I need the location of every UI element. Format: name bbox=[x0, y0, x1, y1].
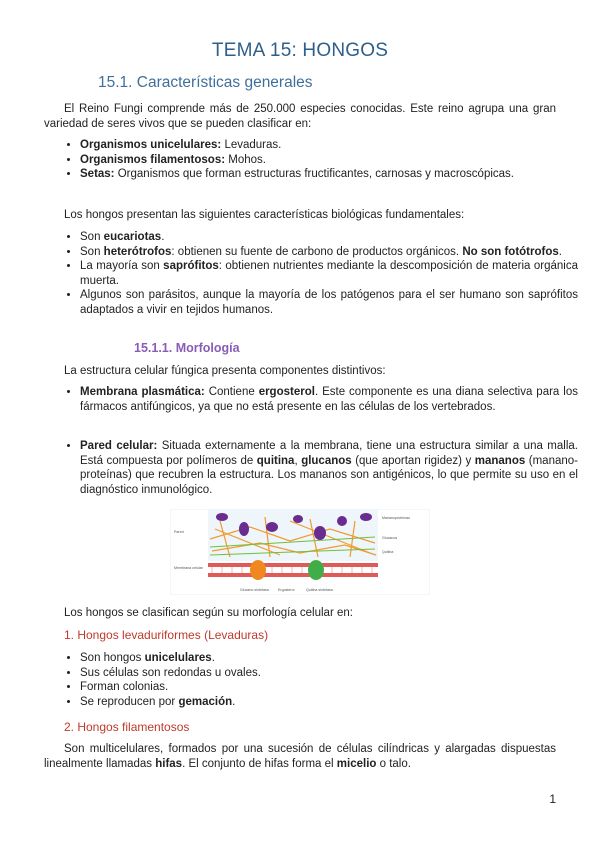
list-item: • Sus células son redondas u ovales. bbox=[80, 666, 578, 681]
label-chitin: Quitina bbox=[382, 550, 394, 554]
morph-class-intro: Los hongos se clasifican según su morfología celular en: bbox=[64, 607, 353, 619]
filament-heading: 2. Hongos filamentosos bbox=[64, 720, 190, 734]
label-glucans: Glucanos bbox=[382, 536, 398, 540]
label-membrane: Membrana celular bbox=[174, 566, 203, 570]
list-item: • La mayoría son saprófitos: obtienen nutrientes mediante la descomposición de materia orgánica muerta. bbox=[80, 259, 578, 288]
list-item: • Setas: Organismos que forman estructuras fructificantes, carnosas y macroscópicas. bbox=[80, 167, 578, 182]
glucan-synthase-enzyme bbox=[250, 560, 266, 580]
morphology-intro: La estructura celular fúngica presenta componentes distintivos: bbox=[64, 365, 386, 377]
label-mannoproteins: Mananoproteínas bbox=[382, 516, 410, 520]
list-item: • Son heterótrofos: obtienen su fuente de carbono de productos orgánicos. No son fotótrofos. bbox=[80, 245, 578, 260]
characteristics-list bbox=[58, 230, 578, 317]
label-wall: Pared bbox=[174, 530, 184, 534]
list-item: • Pared celular: Situada externamente a la membrana, tiene una estructura similar a una malla. Está compuesta por polímeros de quitina, glucanos (que aportan rigidez) y mananos (mananoproteínas) que recubren la estructura. Los mananos son antigénicos, lo que permite su uso en el diagnóstico inmunológico. bbox=[80, 439, 578, 497]
yeasts-heading: 1. Hongos levaduriformes (Levaduras) bbox=[64, 628, 269, 642]
chitin-synthase-enzyme bbox=[308, 560, 324, 580]
list-item: • Son eucariotas. bbox=[80, 230, 578, 245]
list-item: • Se reproducen por gemación. bbox=[80, 695, 578, 710]
list-item: • Membrana plasmática: Contiene ergosterol. Este componente es una diana selectiva para los fármacos antifúngicos, ya que no está presente en las células de los vertebrados. bbox=[80, 385, 578, 414]
wall-item bbox=[58, 439, 578, 497]
membrane-item bbox=[58, 385, 578, 414]
yeasts-list bbox=[58, 651, 578, 709]
list-item: • Organismos unicelulares: Levaduras. bbox=[80, 138, 578, 153]
list-item: • Forman colonias. bbox=[80, 680, 578, 695]
cell-wall-figure bbox=[170, 509, 430, 595]
label-glucan-synthase: Glucano sintetasa bbox=[240, 588, 269, 592]
page-number: 1 bbox=[549, 792, 556, 806]
filament-paragraph: Son multicelulares, formados por una sucesión de células cilíndricas y alargadas dispuestas linealmente llamadas hifas. El conjunto de hifas forma el micelio o talo. bbox=[44, 743, 556, 770]
subsection-heading: 15.1.1. Morfología bbox=[134, 341, 240, 355]
characteristics-intro: Los hongos presentan las siguientes características biológicas fundamentales: bbox=[64, 209, 465, 221]
page-title: TEMA 15: HONGOS bbox=[211, 40, 389, 61]
label-ergosterol: Ergosterol bbox=[278, 588, 295, 592]
intro-paragraph: El Reino Fungi comprende más de 250.000 especies conocidas. Este reino agrupa una gran variedad de seres vivos que se pueden clasificar en: bbox=[44, 103, 556, 130]
section-heading: 15.1. Características generales bbox=[98, 74, 313, 91]
classification-list bbox=[58, 138, 578, 182]
list-item: • Algunos son parásitos, aunque la mayoría de los patógenos para el ser humano son saprófitos adaptados a vivir en tejidos humanos. bbox=[80, 288, 578, 317]
list-item: • Son hongos unicelulares. bbox=[80, 651, 578, 666]
label-chitin-synthase: Quitina sintetasa bbox=[306, 588, 333, 592]
list-item: • Organismos filamentosos: Mohos. bbox=[80, 153, 578, 168]
